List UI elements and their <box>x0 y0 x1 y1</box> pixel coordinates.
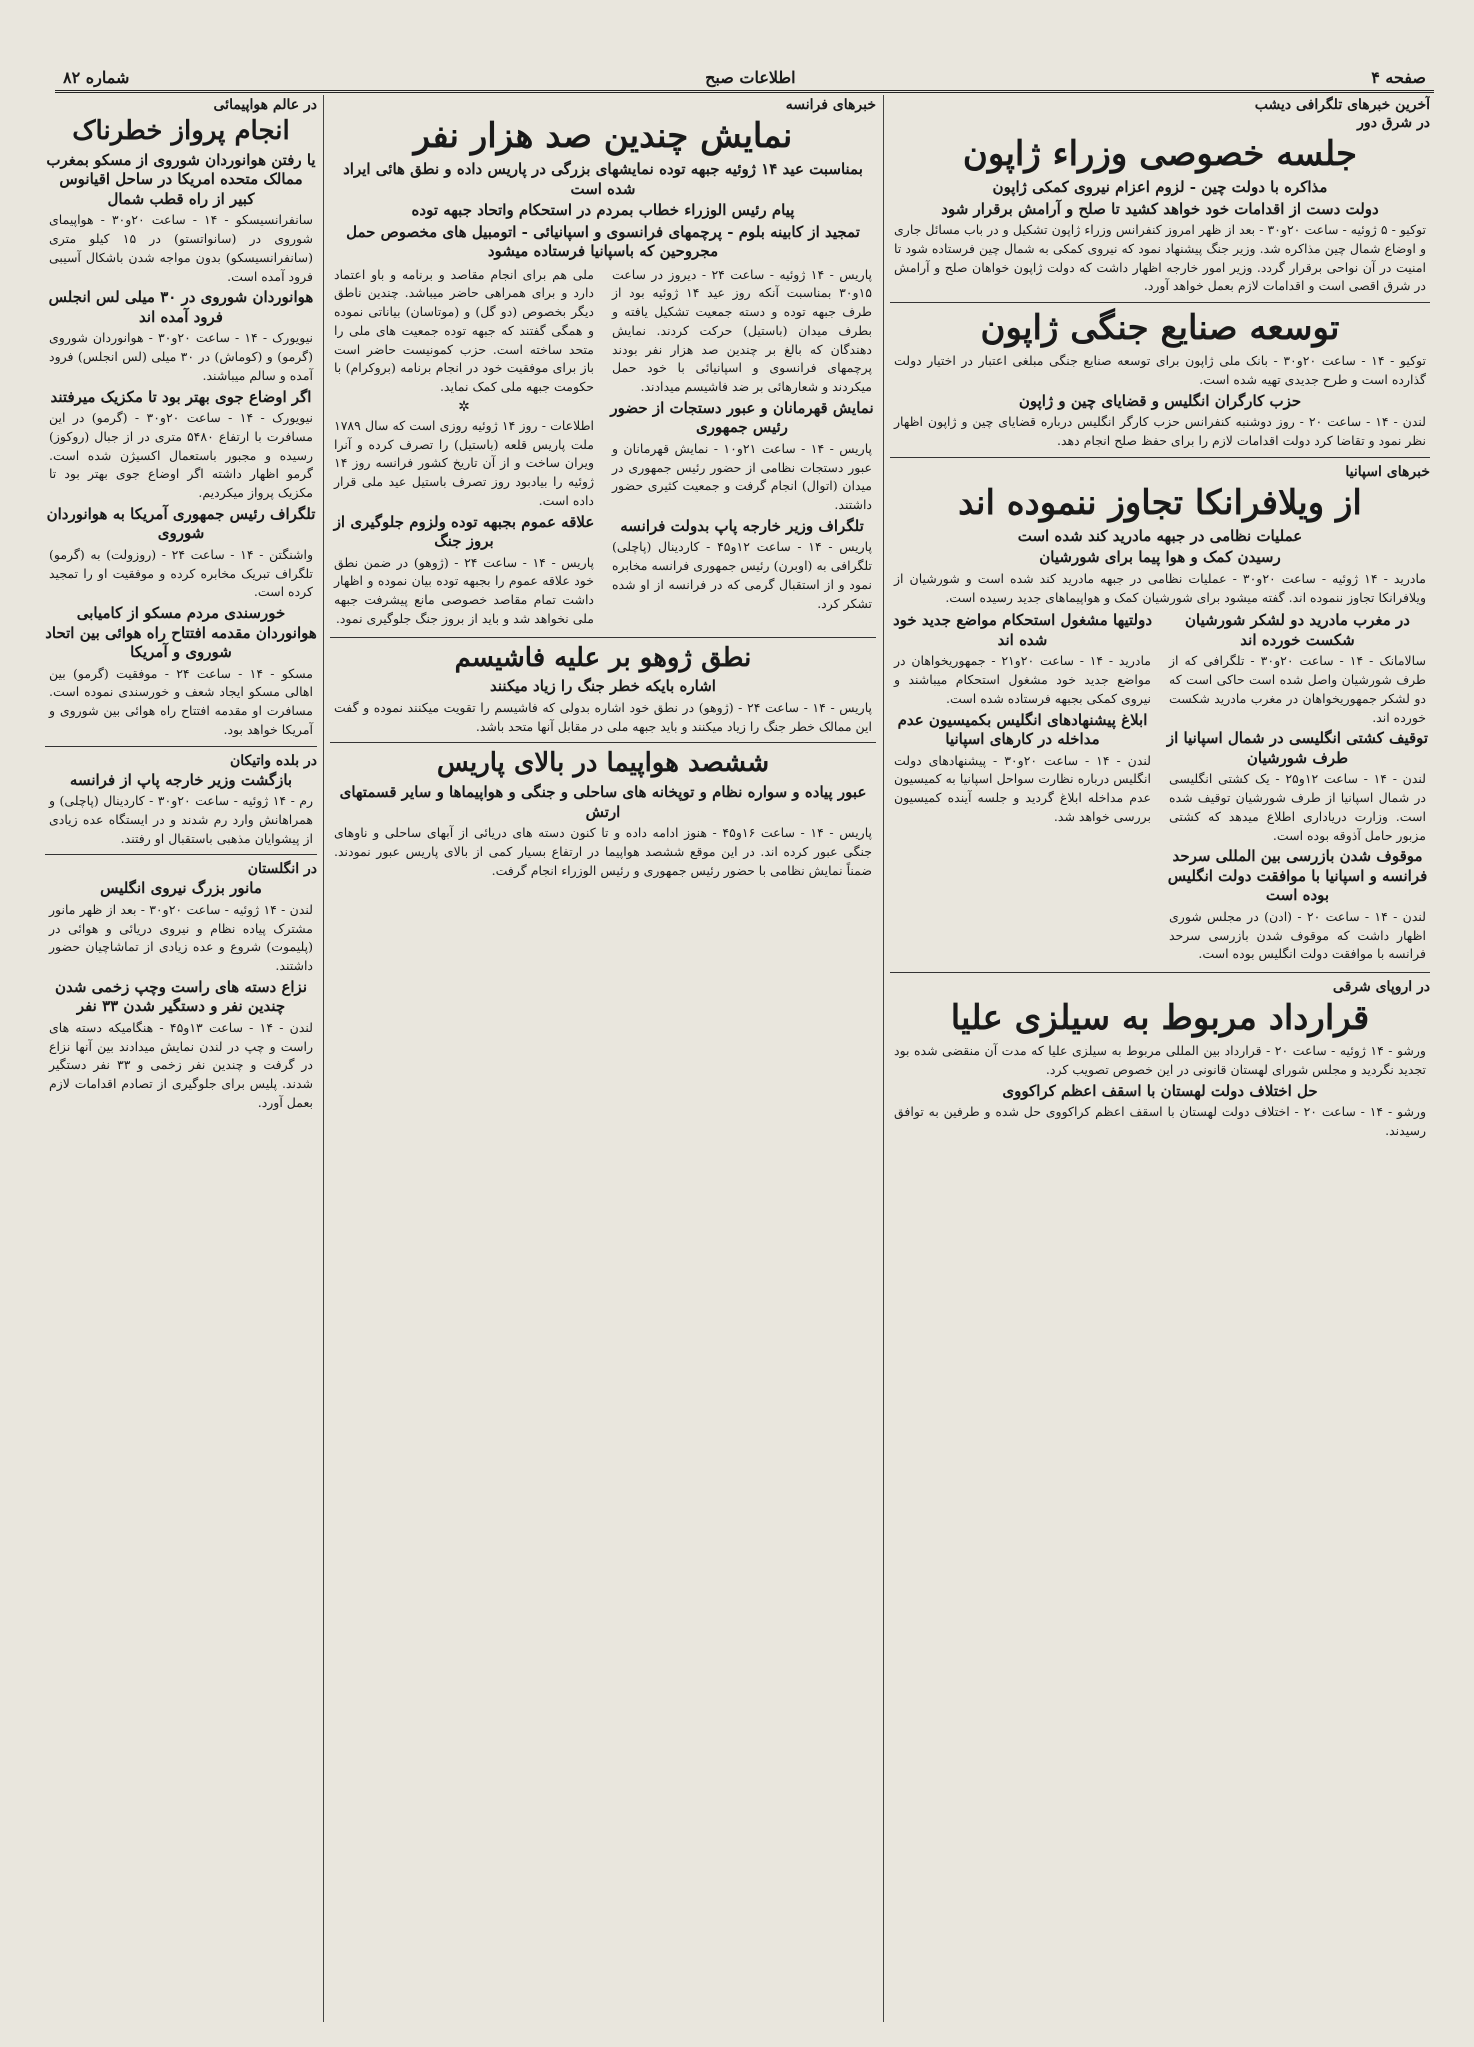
article-title: مانور بزرگ نیروی انگلیس <box>100 879 262 898</box>
paper-name: اطلاعات صبح <box>705 67 796 87</box>
subheadline: رسیدن کمک و هوا پیما برای شورشیان <box>1039 548 1281 567</box>
sub-columns <box>330 264 876 631</box>
article-title: موقوف شدن بازرسی بین المللی سرحد فرانسه و اسپانیا با موافقت دولت انگلیس بوده است <box>1167 847 1428 905</box>
article-body: لندن - ۱۴ - ساعت ۲۰ - (ادن) در مجلس شوری اظهار داشت که موقوف شدن بازرسی سرحد فرانسه با موافقت دولت انگلیس بوده است. <box>1169 908 1426 962</box>
page-number: صفحه ۴ <box>1371 67 1426 87</box>
article-body: ملی هم برای انجام مقاصد و برنامه و باو اعتماد دارد و برای همراهی حاضر میباشد. چندین ناطق دیگر بخصوص (دو گل) و (موتاسان) بیاناتی نموده و همگی گفتند که جبهه توده جمعیت های ملی را متحد ساخته است. حزب کمونیست حاضر است باز برای موفقیت خود در انجام برنامه (بروکرام) با حکومت جبهه ملی کمک نماید. <box>334 266 594 395</box>
column-right <box>890 95 1430 2027</box>
column-left <box>45 95 317 2027</box>
headline: انجام پرواز خطرناک <box>72 116 290 146</box>
headline: قرارداد مربوط به سیلزی علیا <box>950 998 1370 1039</box>
article-body: مسکو - ۱۴ - ساعت ۲۴ - موفقیت (گرمو) بین اهالی مسکو ایجاد شعف و خورسندی نموده است. مسافرت او مقدمه افتتاح راه هوائی بین شوروی و آمریکا خواهد بود. <box>49 665 313 737</box>
subheadline: حزب کارگران انگلیس و قضایای چین و ژاپون <box>1018 391 1302 410</box>
article-body: نیویورک - ۱۴ - ساعت ۲۰و۳۰ - (گرمو) در این مسافرت با ارتفاع ۵۴۸۰ متری در از جبال (روکوز) رسیده و مجبور باستعمال اکسیژن شده است. گرمو اظهار داشته اگر اوضاع جوی بهتر بود تا مکزیک پرواز میکردیم. <box>49 410 313 501</box>
article-body: سانفرانسیسکو - ۱۴ - ساعت ۲۰و۳۰ - هواپیمای شوروی در (سانواتستو) در ۱۵ کیلو متری (سانفرانسیسکو) بدون مواجه شدن باشکال آسیبی فرود آمده است. <box>49 212 313 284</box>
divider <box>330 742 876 743</box>
article-title: در مغرب مادرید دو لشکر شورشیان شکست خورده اند <box>1185 611 1410 649</box>
headline: ششصد هواپیما در بالای پاریس <box>436 748 770 779</box>
column-divider <box>883 95 884 2022</box>
article-title: هوانوردان شوروی در ۳۰ میلی لس انجلس فرود آمده اند <box>48 288 314 326</box>
article-body: لندن - ۱۴ - ساعت ۲۰ - روز دوشنبه کنفرانس حزب کارگر انگلیس درباره قضایای چین و ژاپون اظهار نظر نمود و تقاضا کرد دولت اقدامات لازم را برای حفظ صلح انجام دهد. <box>894 414 1426 448</box>
headline: از ویلافرانکا تجاوز ننموده اند <box>958 482 1362 523</box>
subheadline: اشاره بایکه خطر جنگ را زیاد میکنند <box>490 677 716 696</box>
article-body: رم - ۱۴ ژوئیه - ساعت ۲۰و۳۰ - کاردینال (پاچلی) و همراهانش وارد رم شدند و در ایستگاه عده زیادی از پیشوایان مذهبی باستقبال او رفتند. <box>49 793 313 846</box>
article-body: پاریس - ۱۴ - ساعت ۲۱و۱۰ - نمایش قهرمانان و عبور دستجات نظامی از حضور رئیس جمهوری در میدان (اتوال) انجام گرفت و جمعیت کثیری حضور داشتند. <box>612 440 872 513</box>
article-body: سالامانک - ۱۴ - ساعت ۲۰و۳۰ - تلگرافی که از طرف شورشیان واصل شده است حاکی است که دو لشکر جمهوریخواهان در مغرب مادرید شکست خورده اند. <box>1169 653 1426 725</box>
article-body: پاریس - ۱۴ ژوئیه - ساعت ۲۴ - دیروز در ساعت ۱۵و۳۰ بمناسبت آنکه روز عید ۱۴ ژوئیه بود از طرف جبهه توده و دسته جمعیت تشکیل یافته و بطرف میدان (باستیل) حرکت کردند. نمایش دهندگان که بالغ بر چندین صد هزار نفر بودند پرچمهای فرانسوی و اسپانیائی با خود حمل میکردند و شعارهائی بر ضد فاشیسم میدادند. <box>612 266 872 395</box>
article-title: اگر اوضاع جوی بهتر بود تا مکزیک میرفتند <box>50 387 312 406</box>
article-body: پاریس - ۱۴ - ساعت ۱۶و۴۵ - هنوز ادامه داده و تا کنون دسته های دریائی از آبهای ساحلی و ناوهای جنگی عبور کرده اند. در این موقع ششصد هواپیما در ارتفاع بسیار کمی از بالای پاریس عبور نمودند. ضمناً نمایش نظامی با حضور رئیس جمهوری و رئیس الوزراء انجام گرفت. <box>334 825 872 878</box>
article-title: تلگراف رئیس جمهوری آمریکا به هوانوردان شوروی <box>46 504 316 543</box>
divider <box>45 854 317 855</box>
subheadline: عبور پیاده و سواره نظام و توپخانه های ساحلی و جنگی و هواپیماها و سایر قسمتهای ارتش <box>339 783 867 821</box>
article-body: مادرید - ۱۴ ژوئیه - ساعت ۲۰و۳۰ - عملیات نظامی در جبهه مادرید کند شده است و شورشیان از ویلافرانکا تجاوز ننموده اند. گفته میشود برای شورشیان کمک و هواپیماهای جدید رسیده است. <box>894 570 1426 605</box>
subheadline: تمجید از کابینه بلوم - پرچمهای فرانسوی و اسپانیائی - اتومبیل های مخصوص حمل مجروحین که باسپانیا فرستاده میشود <box>346 222 860 261</box>
section-label: در بلده واتیکان <box>229 752 317 769</box>
article-title: تلگراف وزیر خارجه پاپ بدولت فرانسه <box>620 516 864 535</box>
section-label: خبرهای اسپانیا <box>1345 463 1430 480</box>
section-label: در عالم هواپیمائی <box>213 97 317 113</box>
sub-column <box>330 264 598 631</box>
column-middle <box>330 95 876 2027</box>
headline: نطق ژوهو بر علیه فاشیسم <box>454 642 752 673</box>
sub-columns <box>890 609 1430 966</box>
section-label: در انگلستان <box>247 861 317 878</box>
headline: جلسه خصوصی وزراء ژاپون <box>962 134 1358 174</box>
subheadline: پیام رئیس الوزراء خطاب بمردم در استحکام واتحاد جبهه توده <box>411 201 795 220</box>
subheadline: عملیات نظامی در جبهه مادرید کند شده است <box>1017 526 1303 545</box>
star-ornament: ✲ <box>458 398 470 415</box>
article-body: لندن - ۱۴ - ساعت ۲۰و۳۰ - پیشنهادهای دولت انگلیس درباره نظارت سواحل اسپانیا به کمیسیون عدم مداخله ابلاغ گردید و جلسه آینده کمیسیون بررسی خواهد شد. <box>894 752 1151 824</box>
sub-column <box>890 609 1155 966</box>
subheadline: بمناسبت عید ۱۴ ژوئیه جبهه توده نمایشهای بزرگی در پاریس داده و نطق هائی ایراد شده است <box>343 160 863 198</box>
article-body: لندن - ۱۴ ژوئیه - ساعت ۲۰و۳۰ - بعد از ظهر مانور مشترک پیاده نظام و نیروی دریائی و هوائی در (پلیموت) شروع و عده زیادی از تماشاچیان حضور داشتند. <box>49 901 313 974</box>
article-body: لندن - ۱۴ - ساعت ۱۳و۴۵ - هنگامیکه دسته های راست و چپ در لندن نمایش میدادند بین آنها نزاع در گرفت و چندین نفر زخمی و ۳۳ نفر دستگیر شدند. پلیس برای جلوگیری از تصادم اقدامات لازم بعمل آورد. <box>49 1019 314 1110</box>
subheadline: حل اختلاف دولت لهستان با اسقف اعظم کراکووی <box>1002 1081 1318 1100</box>
divider <box>890 457 1430 458</box>
article-body: ورشو - ۱۴ - ساعت ۲۰ - اختلاف دولت لهستان با اسقف اعظم کراکووی حل شده و طرفین به توافق رسیدند. <box>894 1104 1426 1138</box>
issue-number: شماره ۸۲ <box>63 67 130 87</box>
subheadline: دولت دست از اقدامات خود خواهد کشید تا صلح و آرامش برقرار شود <box>941 199 1379 218</box>
divider <box>330 637 876 638</box>
article-body: پاریس - ۱۴ - ساعت ۱۲و۴۵ - کاردینال (پاچلی) تلگرافی به (اوبرن) رئیس جمهوری فرانسه مخابره نمود و از استقبال گرمی که در فرانسه از او شده تشکر کرد. <box>612 539 872 611</box>
article-body: توکیو - ۵ ژوئیه - ساعت ۲۰و۳۰ - بعد از ظهر امروز کنفرانس وزراء ژاپون تشکیل و در باب مسائل جاری و اوضاع شمال چین مذاکره شد. وزیر جنگ پیشنهاد نمود که نیروی کمکی به شمال چین فرستاده شود تا امنیت در آن نواحی برقرار گردد. وزیر امور خارجه اظهار داشت که دولت ژاپون خواهان صلح و آرامش در شرق اقصی است و اقدامات لازم بعمل خواهد آورد. <box>894 222 1426 294</box>
divider <box>890 302 1430 303</box>
divider <box>45 746 317 747</box>
article-body: توکیو - ۱۴ - ساعت ۲۰و۳۰ - بانک ملی ژاپون برای توسعه صنایع جنگی مبلغی اعتبار در اختیار دولت گذارده است و طرح جدیدی تهیه شده است. <box>894 353 1426 387</box>
region-label: در شرق دور <box>1357 115 1430 131</box>
article-title: ابلاغ پیشنهادهای انگلیس بکمیسیون عدم مداخله در کارهای اسپانیا <box>897 710 1148 749</box>
article-title: دولتیها مشغول استحکام مواضع جدید خود شده اند <box>892 611 1153 649</box>
article-title: بازگشت وزیر خارجه پاپ از فرانسه <box>69 770 293 789</box>
divider <box>890 972 1430 973</box>
article-body: مادرید - ۱۴ - ساعت ۲۰و۲۱ - جمهوریخواهان در مواضع جدید خود مشغول استحکام میباشند و نیروی کمکی بجبهه فرستاده شده است. <box>894 653 1151 706</box>
article-body: پاریس - ۱۴ - ساعت ۲۴ - (ژوهو) در نطق خود اشاره بدولی که فاشیسم را تقویت میکنند نموده و گفت این ممالک خطر جنگ را زیاد میکنند و باید جبهه ملی در مقابل آنها متحد باشد. <box>334 699 872 734</box>
article-body: اطلاعات - روز ۱۴ ژوئیه روزی است که سال ۱۷۸۹ ملت پاریس قلعه (باستیل) را تصرف کرده و آنرا ویران ساخت و از آن تاریخ کشور فرانسه روز ۱۴ ژوئیه را بیادبود روز تصرف باستیل عید ملی قرار داده است. <box>334 417 595 508</box>
sub-column <box>1165 609 1430 966</box>
article-title: نزاع دسته های راست وچپ زخمی شدن چندین نفر و دستگیر شدن ۳۳ نفر <box>54 977 308 1016</box>
headline: توسعه صنایع جنگی ژاپون <box>980 308 1340 349</box>
article-title: خورسندی مردم مسکو از کامیابی هوانوردان مقدمه افتتاح راه هوائی بین اتحاد شوروی و آمریکا <box>45 604 317 662</box>
section-label: در اروپای شرقی <box>1332 979 1430 996</box>
headline: نمایش چندین صد هزار نفر <box>413 116 793 156</box>
article-title: توقیف کشتی انگلیسی در شمال اسپانیا از طرف شورشیان <box>1166 729 1429 767</box>
article-body: لندن - ۱۴ - ساعت ۱۲و۲۵ - یک کشتی انگلیسی در شمال اسپانیا از طرف شورشیان توقیف شده است. وزارت دریاداری اطلاع میدهد که کشتی مزبور حامل آذوقه بوده است. <box>1169 771 1426 843</box>
subheadline: یا رفتن هوانوردان شوروی از مسکو بمغرب ممالک متحده امریکا در ساحل اقیانوس کبیر از راه قطب شمال <box>46 150 316 208</box>
section-label: خبرهای فرانسه <box>785 97 876 113</box>
article-title: علاقه عموم بجبهه توده ولزوم جلوگیری از بروز جنگ <box>333 512 595 551</box>
column-divider <box>323 95 324 2022</box>
masthead <box>55 64 1434 93</box>
article-body: پاریس - ۱۴ - ساعت ۲۴ - (ژوهو) در ضمن نطق خود علاقه عموم را بجبهه توده بیان نموده و اظهار داشت تمام مقاصد خصوصی مانع پیشرفت جبهه ملی نخواهد شد و باید از بروز جنگ جلوگیری نمود. <box>334 554 594 626</box>
subheadline: مذاکره با دولت چین - لزوم اعزام نیروی کمکی ژاپون <box>992 178 1328 197</box>
article-body: نیویورک - ۱۴ - ساعت ۲۰و۳۰ - هوانوردان شوروی (گرمو) و (کوماش) در ۳۰ میلی (لس انجلس) فرود آمده و سالم میباشند. <box>49 330 313 383</box>
article-title: نمایش قهرمانان و عبور دستجات از حضور رئیس جمهوری <box>610 398 874 437</box>
sub-column <box>608 264 876 631</box>
section-label: آخرین خبرهای تلگرافی دیشب <box>1254 97 1430 113</box>
article-body: ورشو - ۱۴ ژوئیه - ساعت ۲۰ - قرارداد بین المللی مربوط به سیلزی علیا که مدت آن منقضی شده بود تجدید نگردید و مجلس شورای لهستان قانونی در این خصوص تصویب کرد. <box>894 1043 1426 1077</box>
article-body: واشنگتن - ۱۴ - ساعت ۲۴ - (روزولت) به (گرمو) تلگراف تبریک مخابره کرده و موفقیت او را تمجید کرده است. <box>49 546 313 600</box>
